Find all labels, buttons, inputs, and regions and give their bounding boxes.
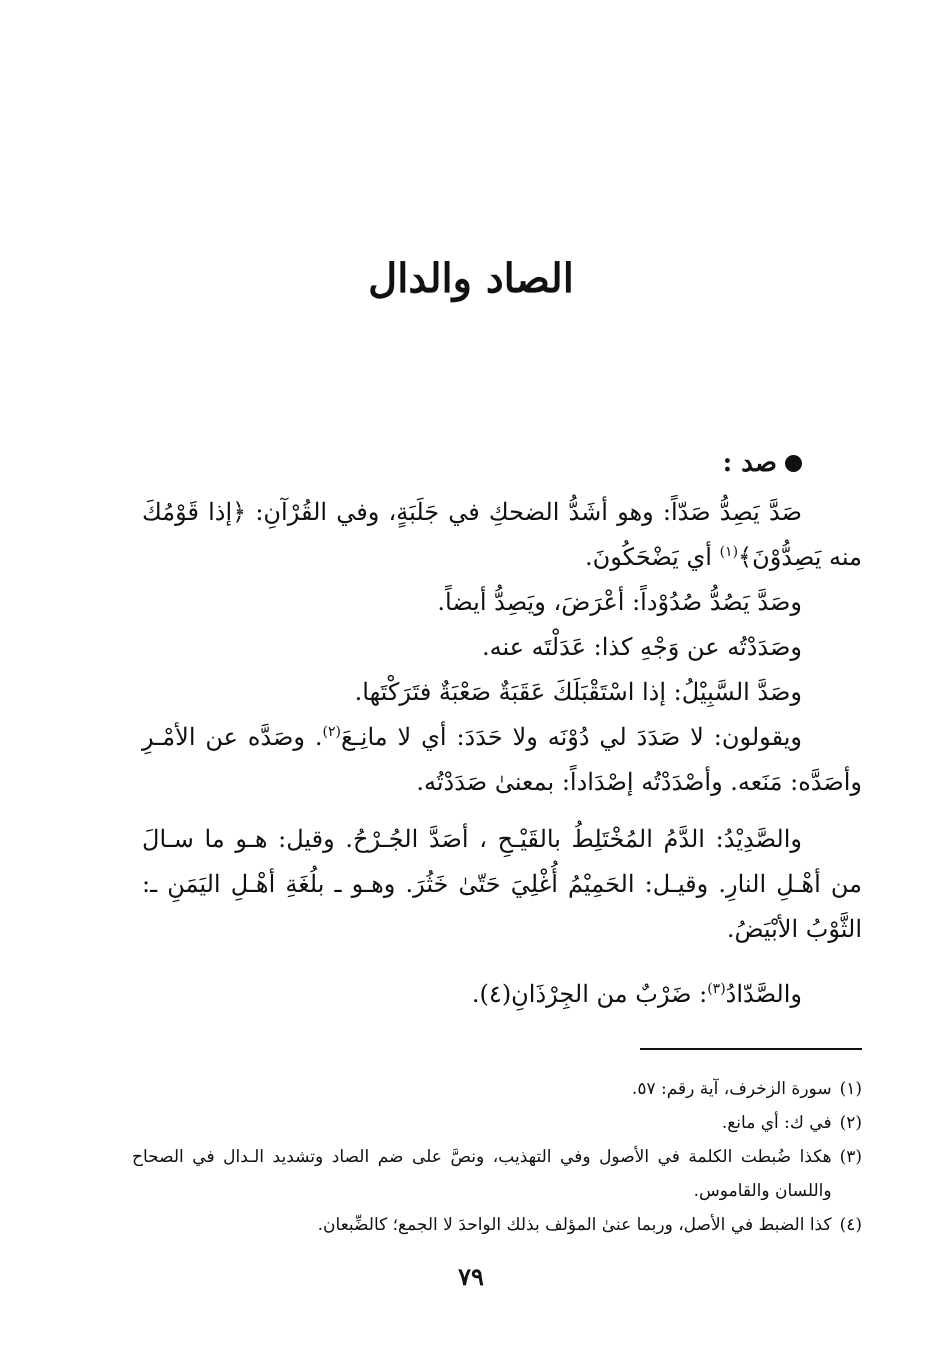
page-number: ٧٩ (458, 1262, 484, 1291)
paragraph-6: والصَّدِيْدُ: الدَّمُ المُخْتَلِطُ بالقَيْـحِ ، أصَدَّ الجُـرْحُ. وقيل: هـو ما سـالَ من أهْـلِ النارِ. وقيـل: الحَمِيْمُ أُغْلِيَ حَتّىٰ خَثُرَ. وهـو ـ بلُغَةِ أهْـلِ اليَمَنِ ـ: الثَّوْبُ الأبْيَضُ. (142, 825, 862, 943)
footnote-text: هكذا ضُبطت الكلمة في الأصول وفي التهذيب، ونصَّ على ضم الصاد وتشديد الـدال في الصحاح واللسان والقاموس. (132, 1147, 832, 1201)
footnote-1 (132, 1072, 862, 1106)
footnotes (132, 1072, 862, 1242)
entry-headword (723, 448, 802, 478)
footnote-text: سورة الزخرف، آية رقم: ٥٧. (631, 1079, 832, 1099)
footnote-ref[interactable]: (١) (719, 544, 739, 560)
paragraph-5: ويقولون: لا صَدَدَ لي دُوْنَه ولا حَدَدَ: أي لا مانِـعَ$^{(٢)}$. وصَدَّه عن الأمْـرِ وأصَدَّه: مَنَعه. وأصْدَدْتُه إصْدَاداً: بمعنىٰ صَدَدْتُه. (142, 723, 862, 796)
footnote-text: كذا الضبط في الأصل، وربما عنىٰ المؤلف بذلك الواحدَ لا الجمع؛ كالضِّبعان. (317, 1215, 832, 1235)
paragraph-2: وصَدَّ يَصُدُّ صُدُوْداً: أعْرَضَ، ويَصِدُّ أيضاً. (437, 588, 802, 616)
footnote-divider (640, 1048, 862, 1050)
footnote-ref[interactable]: (٢) (322, 724, 341, 740)
footnote-number: (٣) (839, 1147, 862, 1167)
footnote-4 (132, 1208, 862, 1242)
bullet-icon (785, 455, 802, 472)
paragraph-1: صَدَّ يَصِدُّ صَدّاً: وهو أشَدُّ الضحكِ في جَلَبَةٍ، وفي القُرْآنِ: ﴿إذا قَوْمُكَ منه يَصِدُّوْنَ﴾$^{(١)}$ أي يَضْحَكُونَ. (142, 498, 862, 571)
footnote-3 (132, 1140, 862, 1208)
paragraph-7: والصَّدّادُ$^{(٣)}$: ضَرْبٌ من الجِرْذَانِ(٤). (471, 980, 802, 1008)
paragraph-3: وصَدَدْتُه عن وَجْهِ كذا: عَدَلْتَه عنه. (481, 633, 802, 661)
footnote-2 (132, 1106, 862, 1140)
headword-text: صد : (722, 448, 777, 478)
footnote-text: في ك: أي مانع. (721, 1113, 832, 1133)
chapter-title: الصاد والدال (368, 255, 574, 302)
footnote-number: (٢) (839, 1113, 862, 1133)
paragraph-4: وصَدَّ السَّبِيْلُ: إذا اسْتَقْبَلَكَ عَقَبَةٌ صَعْبَةٌ فتَرَكْتَها. (354, 678, 802, 706)
entry-body (142, 490, 862, 1017)
footnote-number: (١) (839, 1079, 862, 1099)
footnote-number: (٤) (839, 1215, 862, 1235)
footnote-ref[interactable]: (٣) (707, 981, 726, 997)
